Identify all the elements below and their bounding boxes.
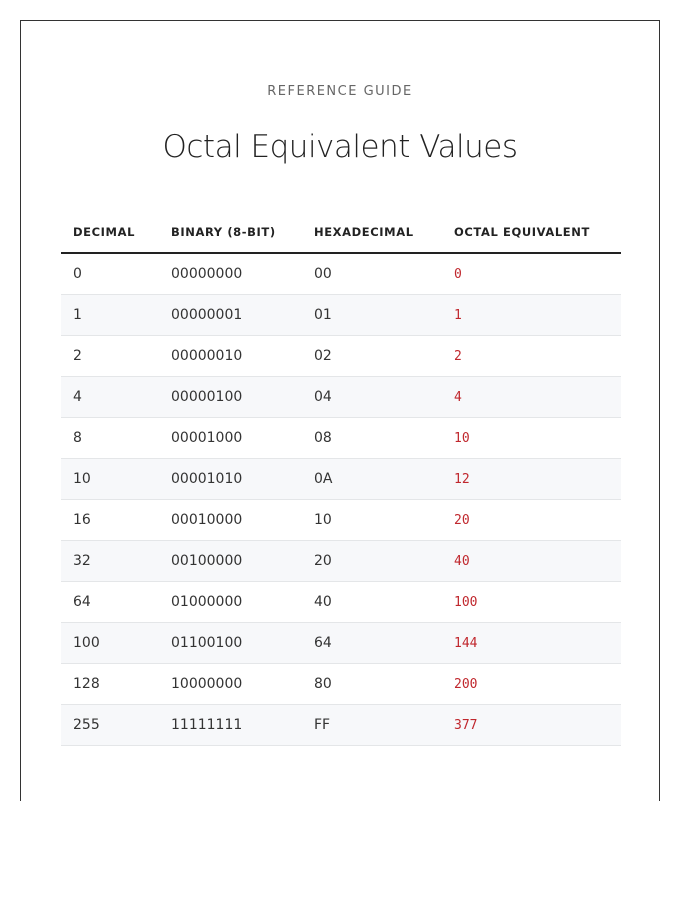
decimal-cell: 2: [61, 336, 159, 377]
decimal-cell: 100: [61, 623, 159, 664]
decimal-cell: 16: [61, 500, 159, 541]
binary-cell: 00000001: [159, 295, 302, 336]
octal-cell: 10: [442, 418, 621, 459]
octal-cell: 377: [442, 705, 621, 746]
hex-cell: 80: [302, 664, 442, 705]
binary-cell: 00001010: [159, 459, 302, 500]
eyebrow-label: REFERENCE GUIDE: [267, 84, 413, 99]
octal-cell: 20: [442, 500, 621, 541]
table-row: [61, 336, 621, 377]
octal-table: [61, 212, 621, 746]
octal-cell: 144: [442, 623, 621, 664]
hex-cell: 40: [302, 582, 442, 623]
decimal-cell: 1: [61, 295, 159, 336]
octal-cell: 12: [442, 459, 621, 500]
table-row: [61, 500, 621, 541]
hex-cell: 64: [302, 623, 442, 664]
binary-cell: 00000000: [159, 253, 302, 295]
binary-cell: 10000000: [159, 664, 302, 705]
decimal-cell: 4: [61, 377, 159, 418]
column-header-decimal: DECIMAL: [61, 212, 159, 253]
column-header-binary: BINARY (8-BIT): [159, 212, 302, 253]
binary-cell: 00100000: [159, 541, 302, 582]
table-row: [61, 459, 621, 500]
column-header-hexadecimal: HEXADECIMAL: [302, 212, 442, 253]
binary-cell: 11111111: [159, 705, 302, 746]
hex-cell: 0A: [302, 459, 442, 500]
column-header-octal: OCTAL EQUIVALENT: [442, 212, 621, 253]
decimal-cell: 8: [61, 418, 159, 459]
table-row: [61, 418, 621, 459]
binary-cell: 00000010: [159, 336, 302, 377]
octal-cell: 40: [442, 541, 621, 582]
hex-cell: FF: [302, 705, 442, 746]
octal-cell: 0: [442, 253, 621, 295]
table-row: [61, 541, 621, 582]
table-row: [61, 705, 621, 746]
page-title: Octal Equivalent Values: [162, 129, 518, 165]
table-body: [61, 253, 621, 746]
binary-cell: 00010000: [159, 500, 302, 541]
decimal-cell: 10: [61, 459, 159, 500]
decimal-cell: 32: [61, 541, 159, 582]
octal-cell: 1: [442, 295, 621, 336]
binary-cell: 00001000: [159, 418, 302, 459]
table-row: [61, 582, 621, 623]
octal-cell: 200: [442, 664, 621, 705]
decimal-cell: 0: [61, 253, 159, 295]
table-row: [61, 623, 621, 664]
table-header: [61, 212, 621, 253]
hex-cell: 00: [302, 253, 442, 295]
binary-cell: 01000000: [159, 582, 302, 623]
hex-cell: 20: [302, 541, 442, 582]
decimal-cell: 128: [61, 664, 159, 705]
reference-card: [20, 20, 660, 801]
table-row: [61, 295, 621, 336]
hex-cell: 08: [302, 418, 442, 459]
hex-cell: 02: [302, 336, 442, 377]
octal-cell: 2: [442, 336, 621, 377]
octal-cell: 4: [442, 377, 621, 418]
hex-cell: 04: [302, 377, 442, 418]
table-row: [61, 664, 621, 705]
octal-cell: 100: [442, 582, 621, 623]
hex-cell: 10: [302, 500, 442, 541]
table-row: [61, 377, 621, 418]
binary-cell: 01100100: [159, 623, 302, 664]
binary-cell: 00000100: [159, 377, 302, 418]
decimal-cell: 255: [61, 705, 159, 746]
hex-cell: 01: [302, 295, 442, 336]
decimal-cell: 64: [61, 582, 159, 623]
table-row: [61, 253, 621, 295]
